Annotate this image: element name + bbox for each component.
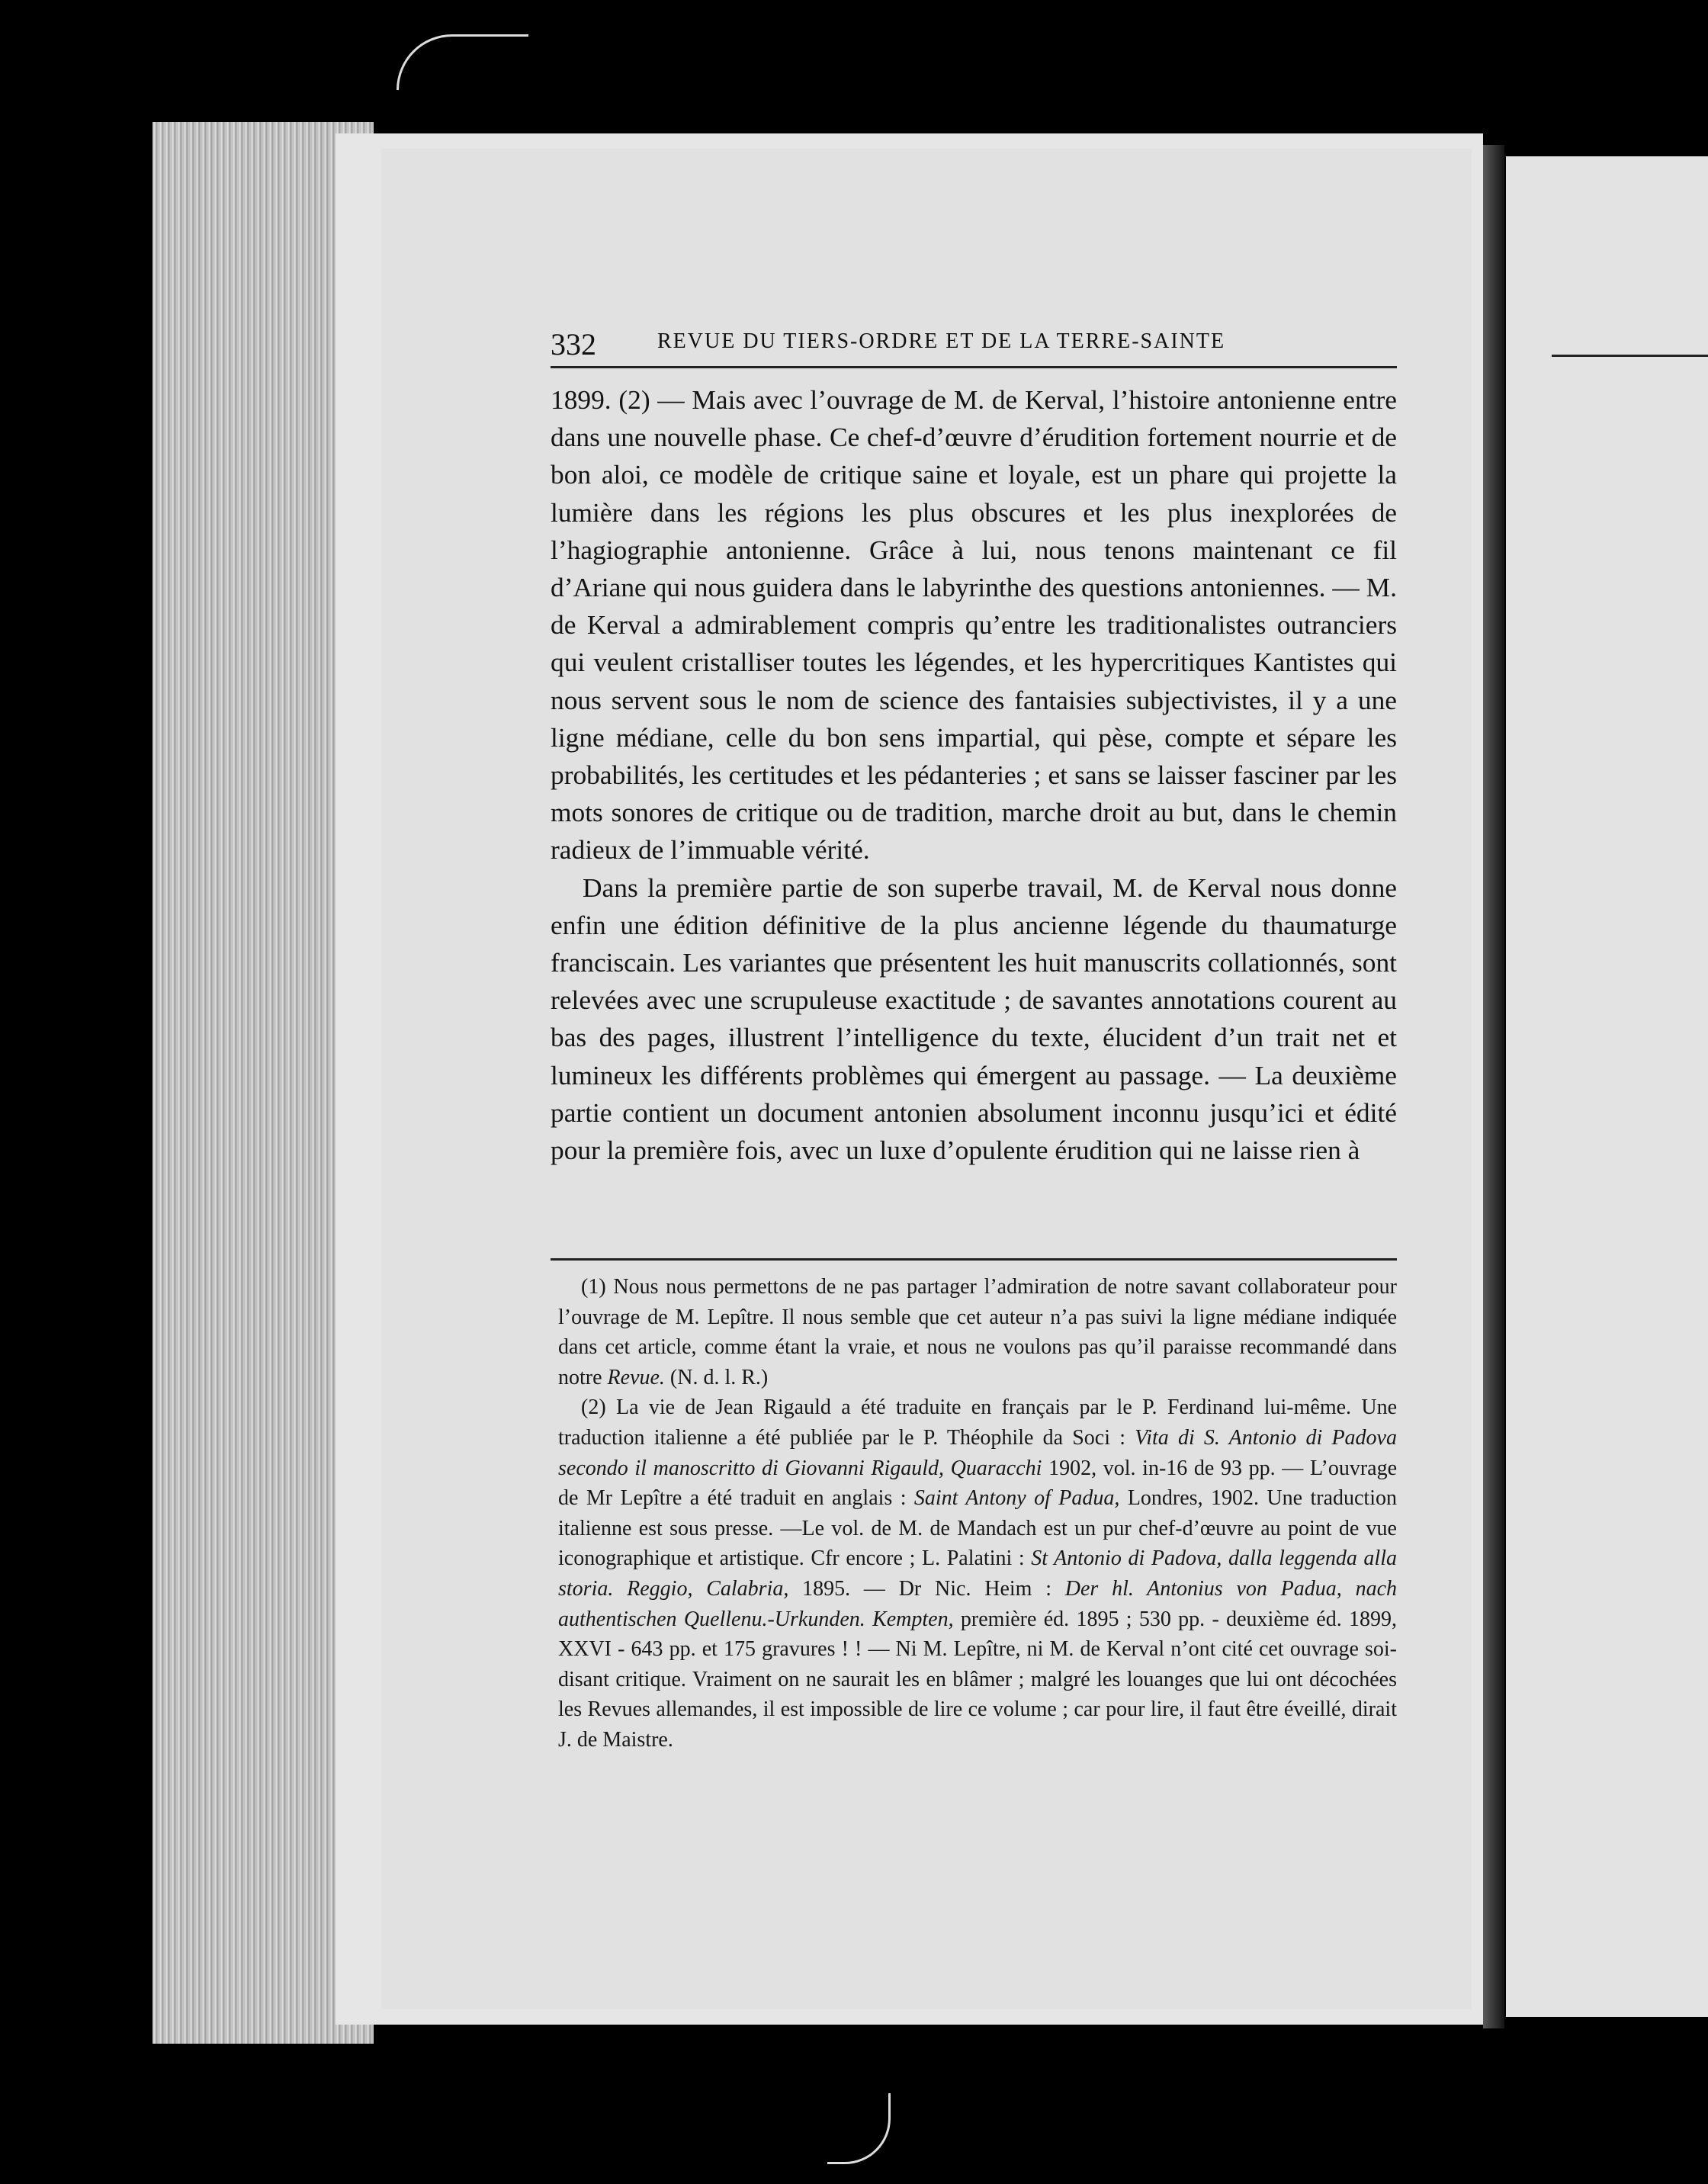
right-page <box>1506 156 1708 2017</box>
scan-artifact-mark <box>396 34 528 90</box>
paragraph-1: 1899. (2) — Mais avec l’ouvrage de M. de Kerval, l’histoire antonienne entre dans une nouvelle phase. Ce chef-d’œuvre d’érudition fortement nourrie et de bon aloi, ce modèle de critique saine et loyale, est un phare qui projette la lumière dans les régions les plus obscures et les plus inexplorées de l’hagiographie antonienne. Grâce à lui, nous tenons maintenant ce fil d’Ariane qui nous guidera dans le labyrinthe des questions antoniennes. — M. de Kerval a admirablement compris qu’entre les traditionalistes outranciers qui veulent cristalliser toutes les légendes, et les hypercritiques Kantistes qui nous servent sous le nom de science des fantaisies subjectivistes, il y a une ligne médiane, celle du bon sens impartial, qui pèse, compte et sépare les probabilités, les certitudes et les pédanteries ; et sans se laisser fasciner par les mots sonores de critique ou de tradition, marche droit au but, dans le chemin radieux de l’immuable vérité. <box>551 384 1397 866</box>
page-number: 332 <box>551 327 596 361</box>
footnote-1: (1) Nous nous permettons de ne pas partager l’admiration de notre savant collaborateur pour l’ouvrage de M. Lepître. Il nous semble que cet auteur n’a pas suivi la ligne médiane indiquée dans cet article, comme étant la vraie, et nous ne voulons pas qu’il paraisse recommandé dans notre Revue. (N. d. l. R.) <box>558 1275 1397 1389</box>
footnotes <box>558 1272 1397 1755</box>
footnote-rule <box>551 1258 1397 1261</box>
main-text <box>551 381 1397 1169</box>
scan-artifact-mark <box>827 2093 891 2164</box>
footnote-2: (2) La vie de Jean Rigauld a été traduite en français par le P. Ferdinand lui-même. Une traduction italienne a été publiée par le P. Théophile da Soci : Vita di S. Antonio di Padova secondo il manoscritto di Giovanni Rigauld, Quaracchi 1902, vol. in-16 de 93 pp. — L’ouvrage de Mr Lepître a été traduit en anglais : Saint Antony of Padua, Londres, 1902. Une traduction italienne est sous presse. —Le vol. de M. de Mandach est un pur chef-d’œuvre au point de vue iconographique et artistique. Cfr encore ; L. Palatini : St Antonio di Padova, dalla leggenda alla storia. Reggio, Calabria, 1895. — Dr Nic. Heim : Der hl. Antonius von Padua, nach authentischen Quellenu.-Urkunden. Kempten, première éd. 1895 ; 530 pp. - deuxième éd. 1899, XXVI - 643 pp. et 175 gravures ! ! — Ni M. Lepître, ni M. de Kerval n’ont cité cet ouvrage soi-disant critique. Vraiment on ne saurait les en blâmer ; malgré les louanges que lui ont décochées les Revues allemandes, il est impossible de lire ce volume ; car pour lire, il faut être éveillé, dirait J. de Maistre. <box>558 1396 1397 1752</box>
book-gutter <box>1483 145 1504 2028</box>
running-title: REVUE DU TIERS-ORDRE ET DE LA TERRE-SAINTE <box>657 329 1226 353</box>
right-page-header-rule <box>1552 355 1708 357</box>
paragraph-2: Dans la première partie de son superbe travail, M. de Kerval nous donne enfin une édition définitive de la plus ancienne légende du thaumaturge franciscain. Les variantes que présentent les huit manuscrits collationnés, sont relevées avec une scrupuleuse exactitude ; de savantes annotations courent au bas des pages, illustrent l’intelligence du texte, élucident d’un trait net et lumineux les différents problèmes qui émergent au passage. — La deuxième partie contient un document antonien absolument inconnu jusqu’ici et édité pour la première fois, avec un luxe d’opulente érudition qui ne laisse rien à <box>551 872 1397 1166</box>
page-header <box>551 326 1397 368</box>
